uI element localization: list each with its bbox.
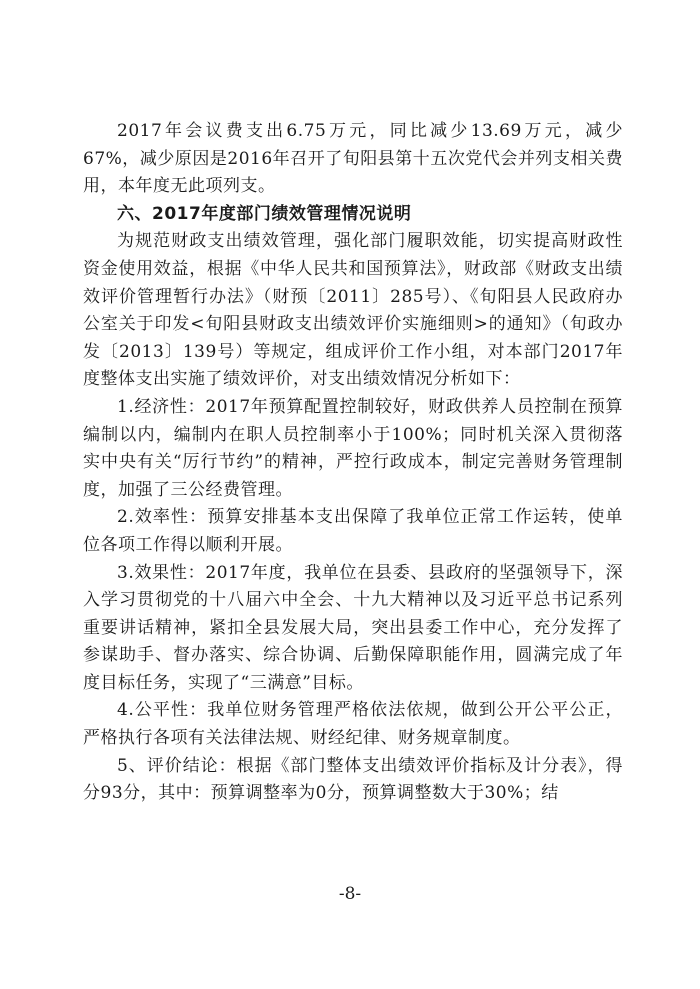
paragraph-economy: 1.经济性：2017年预算配置控制较好，财政供养人员控制在预算编制以内，编制内在职人员控制率小于100%；同时机关深入贯彻落实中央有关“厉行节约”的精神，严控行政成本，制定完善财务管理制度，加强了三公经费管理。: [83, 396, 623, 500]
paragraph-effectiveness: 3.效果性：2017年度，我单位在县委、县政府的坚强领导下，深入学习贯彻党的十八届六中全会、十九大精神以及习近平总书记系列重要讲话精神，紧扣全县发展大局，突出县委工作中心，充分发挥了参谋助手、督办落实、综合协调、后勤保障职能作用，圆满完成了年度目标任务，实现了“三满意”目标。: [83, 562, 623, 693]
page-number: -8-: [338, 884, 362, 904]
paragraph-conclusion: 5、评价结论：根据《部门整体支出绩效评价指标及计分表》，得分93分，其中：预算调整率为0分，预算调整数大于30%；结: [83, 755, 623, 804]
section-heading: 六、2017年度部门绩效管理情况说明: [117, 203, 412, 224]
paragraph-fairness: 4.公平性：我单位财务管理严格依法依规，做到公开公平公正，严格执行各项有关法律法规、财经纪律、财务规章制度。: [83, 700, 623, 749]
paragraph-meeting-expense: 2017年会议费支出6.75万元，同比减少13.69万元，减少67%，减少原因是2016年召开了旬阳县第十五次党代会并列支相关费用，本年度无此项列支。: [83, 121, 623, 197]
paragraph-efficiency: 2.效率性：预算安排基本支出保障了我单位正常工作运转，使单位各项工作得以顺利开展。: [83, 507, 623, 555]
document-body: [83, 118, 623, 808]
paragraph-intro: 为规范财政支出绩效管理，强化部门履职效能，切实提高财政性资金使用效益，根据《中华人民共和国预算法》，财政部《财政支出绩效评价管理暂行办法》（财预〔2011〕285号）、《旬阳县人民政府办公室关于印发<旬阳县财政支出绩效评价实施细则>的通知》（旬政办发〔2013〕139号）等规定，组成评价工作小组，对本部门2017年度整体支出实施了绩效评价，对支出绩效情况分析如下：: [83, 231, 623, 390]
